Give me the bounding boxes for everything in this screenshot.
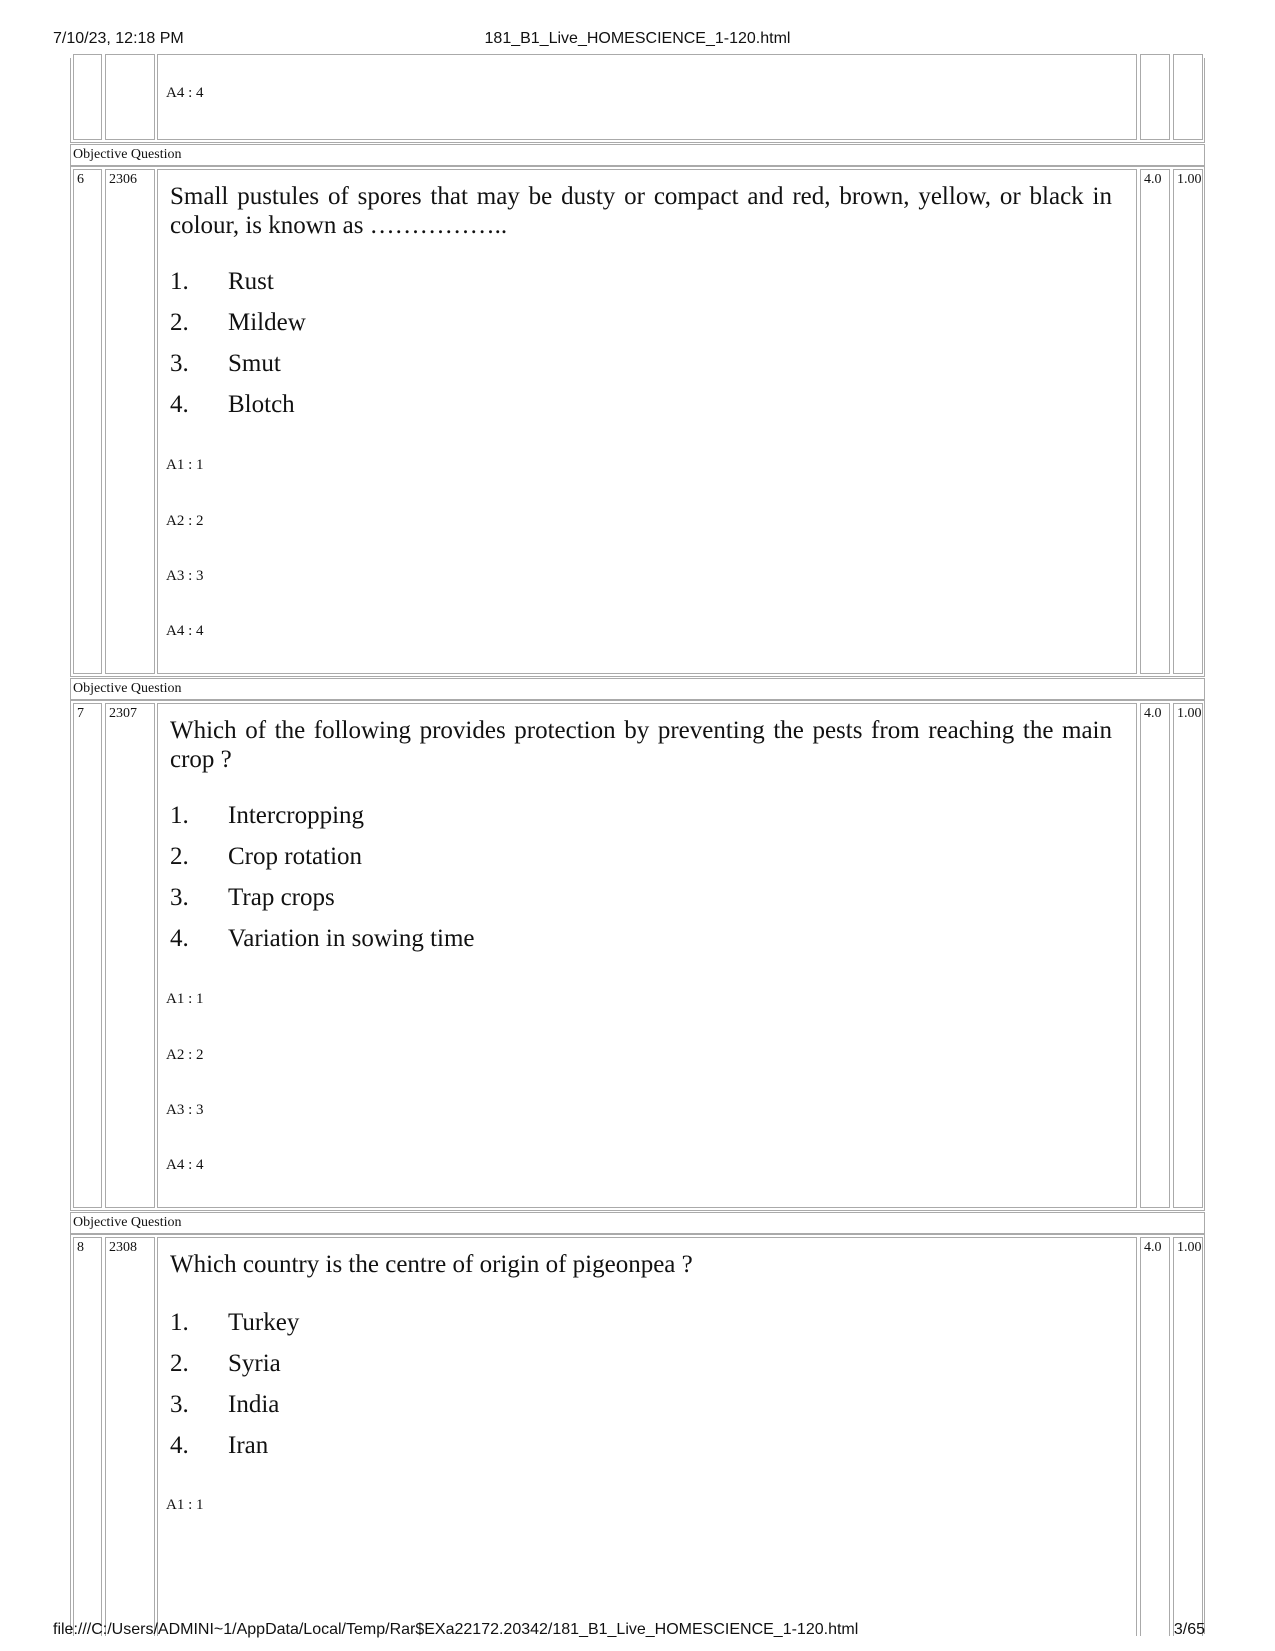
question-content [157,1237,1137,1636]
option-label: India [228,1391,280,1418]
answer-line: A3 : 3 [166,568,204,584]
id-cell [105,54,155,140]
answer-line: A4 : 4 [166,623,204,639]
previous-question-row [70,58,1205,143]
option [170,267,274,296]
negative-marks: 1.00 [1173,169,1203,674]
question-text: Small pustules of spores that may be dusty or compact and red, brown, yellow, or black in colour, is known as …………….. [170,183,1112,239]
question-row [70,700,1205,1211]
option-number: 1. [170,802,189,829]
option [170,1431,268,1460]
option-label: Smut [228,350,281,377]
option [170,308,306,337]
question-type-label: Objective Question [70,678,1205,700]
option [170,1349,281,1378]
answer-line: A1 : 1 [166,991,204,1007]
option-number: 1. [170,1309,189,1336]
print-footer [0,1621,1275,1643]
question-cell [157,54,1137,140]
answer-line: A4 : 4 [166,85,204,101]
marks: 4.0 [1140,1237,1170,1636]
answer-line: A1 : 1 [166,1497,204,1513]
negative-marks: 1.00 [1173,703,1203,1208]
answer-line: A2 : 2 [166,1047,204,1063]
negative-marks: 1.00 [1173,1237,1203,1636]
option-label: Crop rotation [228,843,363,870]
option-label: Trap crops [228,884,335,911]
answer-line: A3 : 3 [166,1102,204,1118]
answer-line: A2 : 2 [166,513,204,529]
question-row [70,1234,1205,1634]
option-number: 3. [170,884,189,911]
option-label: Intercropping [228,802,365,829]
option [170,349,281,378]
option [170,1390,279,1419]
option-number: 2. [170,309,189,336]
option-label: Syria [228,1350,281,1377]
option [170,842,362,871]
question-number: 8 [73,1237,102,1636]
question-row [70,166,1205,677]
option [170,924,475,953]
negative-marks-cell [1173,54,1203,140]
print-datetime: 7/10/23, 12:18 PM [53,30,184,47]
marks-cell [1140,54,1170,140]
question-content [157,703,1137,1208]
marks: 4.0 [1140,169,1170,674]
answer-line: A1 : 1 [166,457,204,473]
option-number: 2. [170,1350,189,1377]
option-label: Variation in sowing time [228,925,475,952]
print-header [0,30,1275,52]
option-number: 4. [170,1432,189,1459]
question-text: Which of the following provides protection by preventing the pests from reaching the main crop ? [170,717,1112,773]
marks: 4.0 [1140,703,1170,1208]
option-label: Iran [228,1432,269,1459]
option [170,883,335,912]
option-number: 3. [170,350,189,377]
option-label: Rust [228,268,274,295]
option-label: Blotch [228,391,295,418]
option [170,390,295,419]
question-content [157,169,1137,674]
option-number: 4. [170,391,189,418]
page-number: 3/65 [1173,1621,1205,1638]
answer-line: A4 : 4 [166,1157,204,1173]
option-number: 2. [170,843,189,870]
number-cell [73,54,102,140]
question-type-label: Objective Question [70,144,1205,166]
option [170,1308,299,1337]
document-title: 181_B1_Live_HOMESCIENCE_1-120.html [484,30,791,47]
question-text: Which country is the centre of origin of pigeonpea ? [170,1251,693,1278]
question-number: 6 [73,169,102,674]
option-label: Turkey [228,1309,300,1336]
question-id: 2307 [105,703,155,1208]
option [170,801,364,830]
question-type-label: Objective Question [70,1212,1205,1234]
file-path: file:///C:/Users/ADMINI~1/AppData/Local/Temp/Rar$EXa22172.20342/181_B1_Live_HOMESCIENCE_1-120.html [53,1621,859,1638]
option-label: Mildew [228,309,306,336]
question-id: 2308 [105,1237,155,1636]
question-id: 2306 [105,169,155,674]
question-number: 7 [73,703,102,1208]
option-number: 3. [170,1391,189,1418]
option-number: 4. [170,925,189,952]
option-number: 1. [170,268,189,295]
